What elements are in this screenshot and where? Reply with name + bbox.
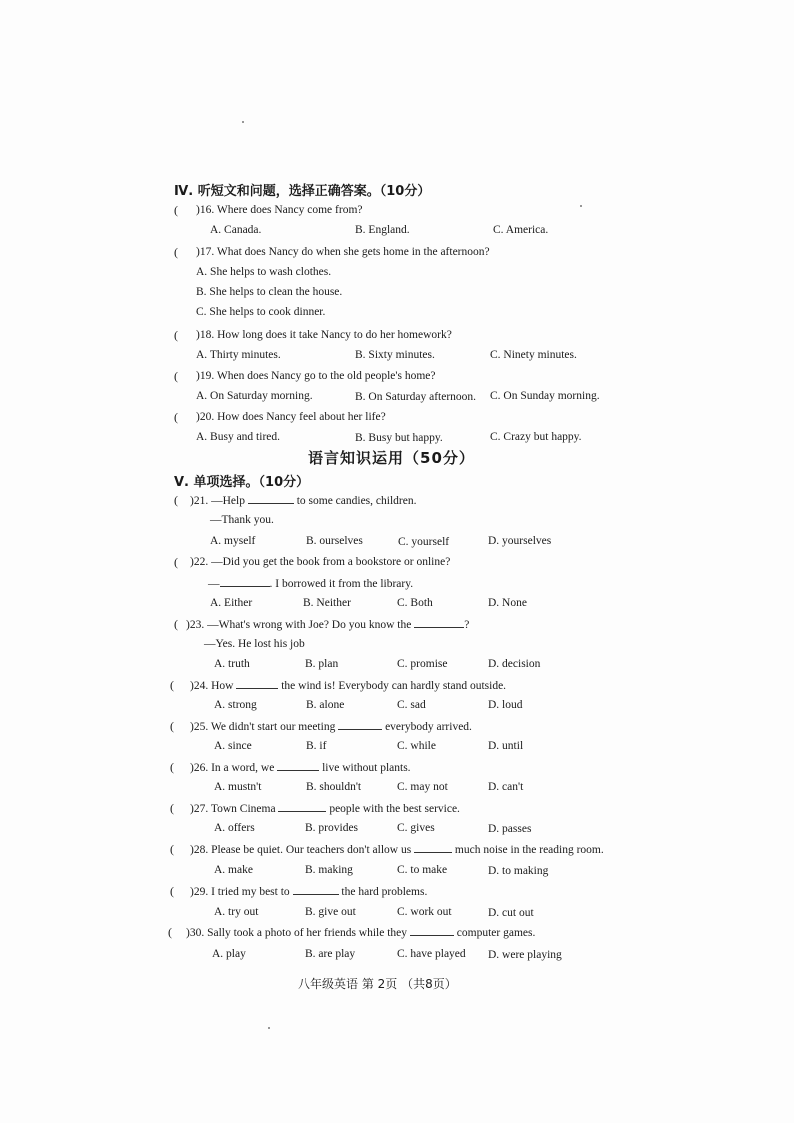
question-number: )24. xyxy=(190,680,209,692)
option-c: C. On Sunday morning. xyxy=(490,390,600,402)
question-16 xyxy=(196,203,363,217)
answer-paren[interactable]: ( xyxy=(168,925,172,939)
option-a: A. myself xyxy=(210,535,256,547)
question-number: )22. xyxy=(190,556,209,568)
option-c: C. gives xyxy=(397,822,435,834)
answer-blank[interactable] xyxy=(414,842,452,853)
answer-blank[interactable] xyxy=(248,493,294,504)
question-stem: In a word, we xyxy=(211,762,275,774)
option-a: A. play xyxy=(212,948,246,960)
question-stem-end: ? xyxy=(464,619,470,631)
option-d: D. None xyxy=(488,597,527,609)
question-26 xyxy=(190,760,411,775)
option-a: A. She helps to wash clothes. xyxy=(196,266,332,278)
option-a: A. Busy and tired. xyxy=(196,431,281,443)
option-b: B. ourselves xyxy=(306,535,363,547)
option-b: B. making xyxy=(305,864,353,876)
answer-paren[interactable]: ( xyxy=(174,555,178,569)
question-stem: We didn't start our meeting xyxy=(210,721,336,733)
question-stem: How does Nancy feel about her life? xyxy=(217,411,386,423)
option-b: B. shouldn't xyxy=(306,781,362,793)
speck xyxy=(268,1027,270,1029)
question-24 xyxy=(190,678,506,693)
question-23-line2: —Yes. He lost his job xyxy=(204,638,305,650)
question-stem: —Did you get the book from a bookstore or online? xyxy=(211,556,451,568)
question-stem: —Help xyxy=(211,495,245,507)
answer-blank[interactable] xyxy=(293,884,339,895)
option-d: D. were playing xyxy=(488,949,562,961)
option-b: B. provides xyxy=(305,822,359,834)
speck xyxy=(242,121,244,123)
question-stem: When does Nancy go to the old people's home? xyxy=(216,370,436,382)
option-d: D. can't xyxy=(488,781,524,793)
option-c: C. have played xyxy=(397,948,466,960)
option-b: B. plan xyxy=(305,658,339,670)
option-c: C. promise xyxy=(397,658,448,670)
question-number: )30. xyxy=(186,927,205,939)
question-number: )28. xyxy=(190,844,209,856)
option-a: A. Either xyxy=(210,597,253,609)
option-c: C. to make xyxy=(397,864,448,876)
question-stem: How xyxy=(211,680,234,692)
question-22-line2 xyxy=(208,576,413,591)
question-stem: Town Cinema xyxy=(210,803,276,815)
question-number: )26. xyxy=(190,762,209,774)
answer-paren[interactable]: ( xyxy=(174,203,178,217)
answer-blank[interactable] xyxy=(278,801,326,812)
option-a: A. mustn't xyxy=(214,781,262,793)
option-b: B. Neither xyxy=(303,597,351,609)
answer-blank[interactable] xyxy=(277,760,319,771)
option-c: C. Ninety minutes. xyxy=(490,349,577,361)
answer-paren[interactable]: ( xyxy=(170,678,174,692)
option-a: A. try out xyxy=(214,906,259,918)
answer-paren[interactable]: ( xyxy=(174,328,178,342)
option-c: C. may not xyxy=(397,781,448,793)
option-b: B. alone xyxy=(306,699,345,711)
option-a: A. strong xyxy=(214,699,257,711)
question-number: )29. xyxy=(190,886,209,898)
question-number: )23. xyxy=(186,619,205,631)
option-c: C. Crazy but happy. xyxy=(490,431,582,443)
question-21 xyxy=(190,493,416,508)
option-b: B. On Saturday afternoon. xyxy=(355,391,477,403)
answer-blank[interactable] xyxy=(410,925,454,936)
question-number: )27. xyxy=(190,803,209,815)
question-29 xyxy=(190,884,427,899)
question-number: )18. xyxy=(196,329,215,341)
option-d: D. until xyxy=(488,740,524,752)
question-stem: How long does it take Nancy to do her homework? xyxy=(217,329,452,341)
part-title: 语言知识运用（50分） xyxy=(308,449,475,467)
option-d: D. decision xyxy=(488,658,541,670)
option-b: B. She helps to clean the house. xyxy=(196,286,343,298)
question-stem: What does Nancy do when she gets home in the afternoon? xyxy=(216,246,490,258)
option-b: B. if xyxy=(306,740,327,752)
option-a: A. since xyxy=(214,740,252,752)
question-stem-end: people with the best service. xyxy=(329,803,460,815)
question-stem-end: the wind is! Everybody can hardly stand outside. xyxy=(281,680,507,692)
answer-paren[interactable]: ( xyxy=(174,245,178,259)
question-stem: Please be quiet. Our teachers don't allow us xyxy=(211,844,412,856)
question-stem-end: . I borrowed it from the library. xyxy=(269,578,414,590)
answer-paren[interactable]: ( xyxy=(170,719,174,733)
option-a: A. On Saturday morning. xyxy=(196,390,313,402)
option-b: B. England. xyxy=(355,224,410,236)
option-c: C. Both xyxy=(397,597,433,609)
option-d: D. to making xyxy=(488,865,549,877)
question-stem: Sally took a photo of her friends while they xyxy=(207,927,408,939)
question-30 xyxy=(186,925,535,940)
section-5-heading: Ⅴ. 单项选择。（10分） xyxy=(174,475,310,490)
option-c: C. work out xyxy=(397,906,452,918)
question-25 xyxy=(190,719,472,734)
speck xyxy=(580,205,582,207)
option-a: A. make xyxy=(214,864,253,876)
answer-blank[interactable] xyxy=(414,617,464,628)
question-number: )16. xyxy=(196,204,215,216)
question-number: )17. xyxy=(196,246,215,258)
dash: — xyxy=(208,578,220,590)
option-d: D. passes xyxy=(488,823,532,835)
question-stem-end: everybody arrived. xyxy=(385,721,472,733)
question-23 xyxy=(186,617,469,632)
option-d: D. loud xyxy=(488,699,523,711)
answer-paren[interactable]: ( xyxy=(174,493,178,507)
answer-blank[interactable] xyxy=(338,719,382,730)
answer-blank[interactable] xyxy=(220,576,270,587)
question-stem: —What's wrong with Joe? Do you know the xyxy=(207,619,412,631)
answer-paren[interactable]: ( xyxy=(170,801,174,815)
option-a: A. Thirty minutes. xyxy=(196,349,281,361)
question-17 xyxy=(196,245,490,259)
question-28 xyxy=(190,842,604,857)
question-stem-end: computer games. xyxy=(456,927,536,939)
question-stem-end: to some candies, children. xyxy=(296,495,417,507)
answer-paren[interactable]: ( xyxy=(170,842,174,856)
page-footer: 八年级英语 第 2页 （共8页） xyxy=(298,977,457,991)
option-a: A. offers xyxy=(214,822,255,834)
option-c: C. yourself xyxy=(398,536,450,548)
question-22 xyxy=(190,555,450,569)
option-b: B. give out xyxy=(305,906,356,918)
option-a: A. truth xyxy=(214,658,250,670)
question-stem-end: much noise in the reading room. xyxy=(454,844,604,856)
option-c: C. sad xyxy=(397,699,426,711)
answer-paren[interactable]: ( xyxy=(170,760,174,774)
question-20 xyxy=(196,410,386,424)
question-27 xyxy=(190,801,460,816)
answer-blank[interactable] xyxy=(236,678,278,689)
answer-paren[interactable]: ( xyxy=(174,369,178,383)
answer-paren[interactable]: ( xyxy=(174,617,178,631)
section-4-heading: Ⅳ. 听短文和问题，选择正确答案。（10分） xyxy=(174,184,431,199)
question-number: )20. xyxy=(196,411,215,423)
question-stem: I tried my best to xyxy=(211,886,290,898)
question-19 xyxy=(196,369,436,383)
question-18 xyxy=(196,328,452,342)
question-21-line2: —Thank you. xyxy=(210,514,274,526)
option-a: A. Canada. xyxy=(210,224,262,236)
answer-paren[interactable]: ( xyxy=(170,884,174,898)
question-stem-end: live without plants. xyxy=(322,762,411,774)
question-number: )25. xyxy=(190,721,209,733)
answer-paren[interactable]: ( xyxy=(174,410,178,424)
option-c: C. America. xyxy=(493,224,549,236)
option-d: D. yourselves xyxy=(488,535,552,547)
option-b: B. are play xyxy=(305,948,356,960)
question-number: )19. xyxy=(196,370,215,382)
option-b: B. Sixty minutes. xyxy=(355,349,435,361)
option-d: D. cut out xyxy=(488,907,534,919)
option-c: C. She helps to cook dinner. xyxy=(196,306,326,318)
question-stem: Where does Nancy come from? xyxy=(216,204,363,216)
option-c: C. while xyxy=(397,740,436,752)
option-b: B. Busy but happy. xyxy=(355,432,443,444)
question-stem-end: the hard problems. xyxy=(341,886,428,898)
question-number: )21. xyxy=(190,495,209,507)
